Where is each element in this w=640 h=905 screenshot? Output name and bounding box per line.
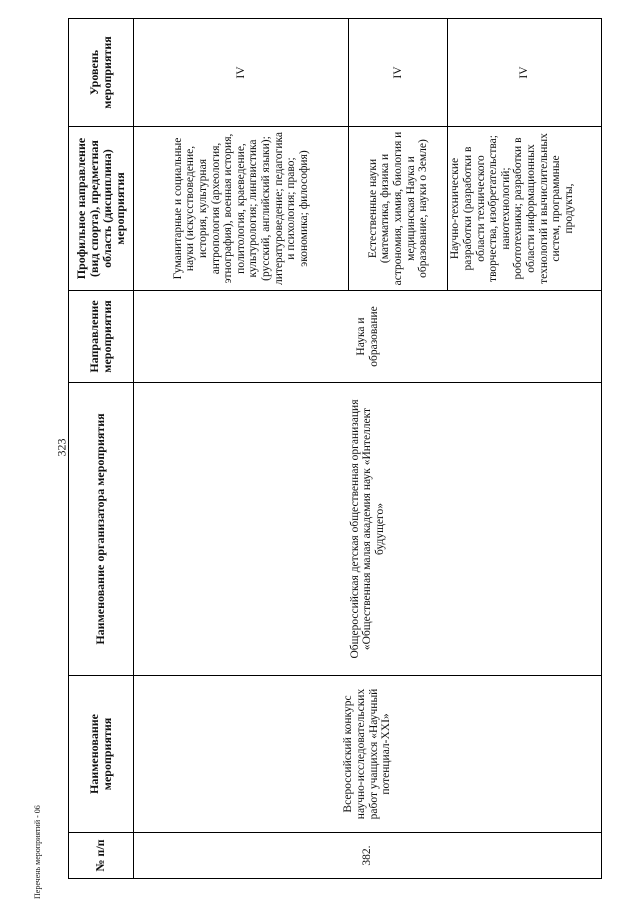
profile-natural-sciences: Естественные науки (математика, физика и астрономия, химия, биология и медицинская Наука и образование, науки о Земле) xyxy=(349,127,448,291)
profile-technical: Научно-технические разработки (разработки в области технического творчества, изобретательства; нанотехнологий; робототехники; разработки в области информационных технологий и вычислительных систем, программные продукты, xyxy=(448,127,602,291)
events-table xyxy=(68,18,602,879)
header-row xyxy=(69,19,134,879)
header-organizer: Наименование организатора мероприятия xyxy=(69,383,134,676)
events-table-container xyxy=(68,19,602,879)
page-footer: Перечень мероприятий - 06 xyxy=(33,805,42,899)
table-row xyxy=(134,19,349,879)
event-direction: Наука и образование xyxy=(134,291,602,383)
level-natural-sciences: IV xyxy=(349,19,448,127)
row-number: 382. xyxy=(134,833,602,879)
page-number: 323 xyxy=(54,438,69,457)
header-number: № п/п xyxy=(69,833,134,879)
header-level: Уровень мероприятия xyxy=(69,19,134,127)
event-name: Всероссийский конкурс научно-исследовательских работ учащихся «Научный потенциал-XXI» xyxy=(134,676,602,833)
header-profile: Профильное направление (вид спорта), предметная область (дисциплина) мероприятия xyxy=(69,127,134,291)
profile-humanities: Гуманитарные и социальные науки (искусствоведение, история, культурная антропология (археология, этнография), военная история, политология, краеведение, культурология; лингвистика (русский, английский языки); литературоведение; педагогика и психология; право; экономика; философия) xyxy=(134,127,349,291)
header-event-name: Наименование мероприятия xyxy=(69,676,134,833)
level-humanities: IV xyxy=(134,19,349,127)
organizer-name: Общероссийская детская общественная организация «Общественная малая академия наук «Интеллект будущего» xyxy=(134,383,602,676)
header-direction: Направление мероприятия xyxy=(69,291,134,383)
level-technical: IV xyxy=(448,19,602,127)
